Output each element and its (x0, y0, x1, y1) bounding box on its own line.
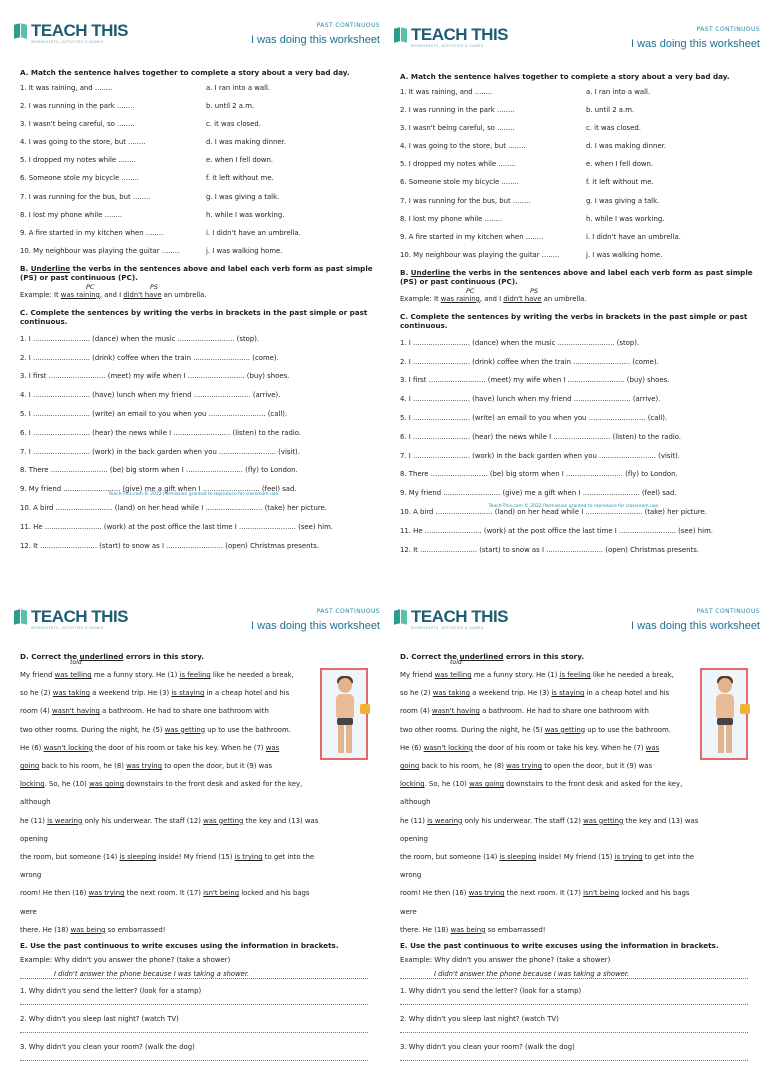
match-right-item: g. I was giving a talk. (586, 196, 660, 205)
match-right-item: j. I was walking home. (586, 250, 663, 259)
match-left-item: 4. I was going to the store, but ........ (400, 142, 526, 151)
story-text-segment: only his underwear. The staff (12) (462, 816, 584, 825)
worksheet-content (400, 72, 758, 564)
section-a-heading: A. Match the sentence halves together to complete a story about a very bad day. (400, 72, 730, 81)
gap-fill-item: 10. A bird .......................... (land) on her head while I .......................... (take) her picture. (20, 504, 327, 513)
story-text-segment: inside! My friend (15) (536, 853, 615, 862)
story-text-segment: a bathroom. He had to share one bathroom with (479, 707, 649, 716)
story-text-segment: to open the door, but it (9) was (542, 762, 653, 771)
section-a-heading: A. Match the sentence halves together to complete a story about a very bad day. (20, 68, 350, 77)
story-text-segment: two other rooms. During the night, he (5) (400, 725, 545, 734)
match-right-item: g. I was giving a talk. (206, 192, 280, 201)
worksheet-page-2 (384, 8, 764, 554)
story-text-segment: the door of his room or take his key. When he (7) (92, 743, 266, 752)
book-icon (14, 22, 28, 38)
underlined-error: locking (400, 780, 425, 789)
example-question: Example: Why didn't you answer the phone? (take a shower) (400, 956, 611, 965)
match-left-item: 5. I dropped my notes while ........ (20, 156, 136, 165)
story-line (20, 721, 325, 739)
story-text-segment: downstairs to the front desk and asked for the key, although (400, 780, 683, 807)
underlined-error: was telling (54, 671, 92, 679)
worksheet-page-4 (384, 590, 764, 1052)
gap-fill-item: 7. I .......................... (work) in the back garden when you .......................... (visit). (20, 447, 300, 456)
match-left-item: 2. I was running in the park ........ (400, 106, 515, 115)
match-left-item: 9. A fire started in my kitchen when ........ (20, 228, 164, 237)
section-d-heading: D. Correct the underlined errors in this story. (20, 652, 204, 661)
underlined-error: was getting (544, 725, 586, 734)
gap-fill-item: 6. I .......................... (hear) the news while I .......................... (listen) to the radio. (20, 428, 302, 437)
match-right-item: h. while I was working. (586, 214, 665, 223)
underlined-error: was being (70, 925, 106, 934)
story-text-segment: so he (2) (400, 689, 433, 698)
worksheet-page-3 (4, 590, 384, 1052)
worksheet-category: PAST CONTINUOUS (316, 22, 380, 29)
section-e-heading: E. Use the past continuous to write excuses using the information in brackets. (20, 941, 339, 951)
logo-subtitle: WORKSHEETS, ACTIVITIES & GAMES (31, 626, 104, 630)
story-text-segment: so embarrassed! (485, 925, 546, 934)
story-line (20, 739, 325, 757)
worksheet-content (20, 68, 378, 560)
story-line (20, 848, 325, 884)
section-c-heading: C. Complete the sentences by writing the verbs in brackets in the past simple or past continuous. (400, 311, 748, 330)
example-question: Example: Why didn't you answer the phone? (take a shower) (20, 956, 231, 965)
match-right-item: j. I was walking home. (206, 246, 283, 255)
story-text-segment: the room, but someone (14) (20, 853, 120, 862)
match-left-item: 8. I lost my phone while ........ (400, 214, 503, 223)
story-text-segment: like he needed a break, (590, 671, 674, 679)
worksheet-category: PAST CONTINUOUS (316, 608, 380, 615)
correction-note: told (70, 659, 82, 666)
underlined-error: is staying (551, 689, 585, 698)
page-header (14, 608, 380, 638)
story-text (20, 659, 325, 939)
gap-fill-item: 1. I .......................... (dance) when the music .......................... (stop). (20, 334, 260, 343)
story-line (400, 775, 705, 811)
ps-label: PS (530, 286, 539, 295)
answer-line[interactable] (20, 1023, 368, 1033)
story-lines (400, 666, 705, 939)
hotel-guest-illustration (700, 668, 748, 760)
section-d-heading: D. Correct the underlined errors in this story. (400, 652, 584, 661)
underlined-error: wasn't having (431, 707, 480, 716)
gap-fill-item: 1. I .......................... (dance) when the music .......................... (stop). (400, 338, 640, 347)
underlined-error: was telling (434, 671, 472, 679)
answer-line[interactable] (400, 1051, 748, 1061)
story-line (20, 702, 325, 720)
underlined-error: wasn't having (51, 707, 100, 716)
story-text-segment: to get into the wrong (20, 853, 315, 880)
section-c-heading: C. Complete the sentences by writing the verbs in brackets in the past simple or past continuous. (20, 307, 368, 326)
gap-fill-item: 12. It .......................... (start) to snow as I .......................... (open) Christmas presents. (20, 541, 319, 550)
match-left-item: 6. Someone stole my bicycle ........ (20, 174, 139, 183)
story-text-segment: My friend (20, 671, 55, 679)
story-line (20, 884, 325, 920)
story-text-segment: back to his room, he (8) (39, 762, 127, 771)
story-text-segment: locked and his bags were (20, 889, 310, 916)
match-left-item: 8. I lost my phone while ........ (20, 210, 123, 219)
worksheet-category: PAST CONTINUOUS (696, 608, 760, 615)
section-b-heading: B. Underline the verbs in the sentences above and label each verb form as past simple (PS) or past continuous (PC). (400, 267, 753, 286)
underlined-error: is feeling (179, 671, 211, 679)
match-right-item: i. I didn't have an umbrella. (586, 232, 681, 241)
match-grid (20, 84, 378, 256)
gap-fill-item: 7. I .......................... (work) in the back garden when you .......................... (visit). (400, 451, 680, 460)
match-right-item: e. when I fell down. (586, 160, 654, 169)
hotel-guest-illustration (320, 668, 368, 760)
story-text-segment: in a cheap hotel and his (584, 689, 670, 698)
pc-label: PC (466, 286, 475, 295)
underlined-error: is trying (614, 853, 643, 862)
gap-fill-item: 9. My friend .......................... (give) me a gift when I .......................... (feel) sad. (20, 485, 297, 494)
story-line (400, 721, 705, 739)
story-text-segment: the room, but someone (14) (400, 853, 500, 862)
book-icon (394, 26, 408, 42)
match-left-item: 10. My neighbour was playing the guitar ........ (400, 250, 560, 259)
story-text-segment: up to use the bathroom. (205, 725, 291, 734)
match-left-item: 3. I wasn't being careful, so ........ (20, 120, 135, 129)
match-right-item: f. it left without me. (586, 178, 654, 187)
underlined-error: is sleeping (119, 853, 157, 862)
match-left-item: 1. It was raining, and ........ (20, 84, 113, 92)
story-text-segment: the next room. It (17) (124, 889, 204, 898)
story-line (400, 848, 705, 884)
story-text-segment: a weekend trip. He (3) (469, 689, 552, 698)
underlined-error: was getting (583, 816, 624, 825)
gap-fill-item: 11. He .......................... (work) at the post office the last time I .......................... (see) him. (20, 522, 333, 531)
match-right-item: e. when I fell down. (206, 156, 274, 165)
underlined-error: was taking (52, 689, 90, 698)
book-icon (394, 608, 408, 624)
answer-line[interactable] (400, 995, 748, 1005)
match-right-item: a. I ran into a wall. (206, 84, 271, 92)
story-text-segment: the door of his room or take his key. When he (7) (472, 743, 646, 752)
story-lines (20, 666, 325, 939)
story-text-segment: to open the door, but it (9) was (162, 762, 273, 771)
page-footer: Teach-This.com © 2022 Permission granted to reproduce for classroom use. (488, 504, 660, 509)
story-text-segment: a bathroom. He had to share one bathroom with (99, 707, 269, 716)
example-answer: I didn't answer the phone because I was taking a shower. (20, 970, 368, 979)
story-text-segment: room (4) (400, 707, 432, 716)
logo-text: TEACH THIS (31, 21, 128, 40)
story-text-segment: me a funny story. He (1) (91, 671, 180, 679)
story-line (20, 921, 325, 939)
story-text-segment: he (11) (20, 816, 48, 825)
book-icon (14, 608, 28, 624)
logo (394, 608, 508, 630)
story-text-segment: . So, he (10) (424, 780, 470, 789)
gap-fill-item: 10. A bird .......................... (land) on her head while I .......................... (take) her picture. (400, 508, 707, 517)
page-header (394, 608, 760, 638)
logo-subtitle: WORKSHEETS, ACTIVITIES & GAMES (411, 626, 484, 630)
story-text-segment: My friend (400, 671, 435, 679)
logo-text: TEACH THIS (411, 25, 508, 44)
story-text-segment: inside! My friend (15) (156, 853, 235, 862)
gap-fill-item: 6. I .......................... (hear) the news while I .......................... (listen) to the radio. (400, 432, 682, 441)
story-text-segment: the next room. It (17) (504, 889, 584, 898)
gap-fill-item: 5. I .......................... (write) an email to you when you .......................... (call). (400, 414, 668, 423)
underlined-error: isn't being (203, 889, 240, 898)
logo-subtitle: WORKSHEETS, ACTIVITIES & GAMES (31, 40, 104, 44)
underlined-error: isn't being (583, 889, 620, 898)
logo-text: TEACH THIS (411, 607, 508, 626)
story-line (20, 775, 325, 811)
match-right-item: b. until 2 a.m. (206, 102, 255, 111)
gap-fill-item: 12. It .......................... (start) to snow as I .......................... (open) Christmas presents. (400, 545, 699, 554)
story-text-segment: so he (2) (20, 689, 53, 698)
story-text-segment: he (11) (400, 816, 428, 825)
story-text-segment: room (4) (20, 707, 52, 716)
match-grid (400, 88, 758, 260)
underlined-error: is sleeping (499, 853, 537, 862)
gap-fill-item: 4. I .......................... (have) lunch when my friend .......................... (arrive). (400, 395, 661, 404)
match-left-item: 7. I was running for the bus, but ........ (20, 192, 151, 201)
underlined-error: is trying (234, 853, 263, 862)
underlined-error: was trying (506, 762, 543, 771)
underlined-error: is feeling (559, 671, 591, 679)
underlined-error: was going (469, 780, 504, 789)
story-text-segment: two other rooms. During the night, he (5) (20, 725, 165, 734)
story-line (20, 684, 325, 702)
question-item: 3. Why didn't you clean your room? (walk the dog) (400, 1043, 575, 1052)
story-text-segment: so embarrassed! (105, 925, 166, 934)
logo (394, 26, 508, 48)
underlined-error: wasn't locking (43, 743, 93, 752)
match-left-item: 7. I was running for the bus, but ........ (400, 196, 531, 205)
match-right-item: c. it was closed. (586, 124, 641, 133)
underlined-error: going (20, 762, 40, 771)
match-right-item: b. until 2 a.m. (586, 106, 635, 115)
gap-fill-item: 2. I .......................... (drink) coffee when the train .......................... (come). (400, 357, 659, 366)
match-right-item: d. I was making dinner. (586, 142, 667, 151)
answer-line[interactable] (400, 1023, 748, 1033)
gap-fill-item: 11. He .......................... (work) at the post office the last time I .......................... (see) him. (400, 526, 713, 535)
gap-fill-item: 8. There .......................... (be) big storm when I .......................... (fly) to London. (20, 466, 298, 475)
story-text-segment: He (6) (20, 743, 44, 752)
logo-text: TEACH THIS (31, 607, 128, 626)
page-header (14, 22, 380, 52)
story-text-segment: in a cheap hotel and his (204, 689, 290, 698)
question-item: 3. Why didn't you clean your room? (walk the dog) (20, 1043, 195, 1052)
story-line (400, 884, 705, 920)
gap-fill-item: 5. I .......................... (write) an email to you when you .......................... (call). (20, 410, 288, 419)
story-line (400, 739, 705, 757)
answer-line[interactable] (20, 1051, 368, 1061)
underlined-error: was getting (203, 816, 244, 825)
match-left-item: 9. A fire started in my kitchen when ........ (400, 232, 544, 241)
story-text-segment: the key and (13) was opening (20, 816, 319, 843)
story-line (20, 757, 325, 775)
story-line (400, 684, 705, 702)
underlined-error: was taking (432, 689, 470, 698)
worksheet-title: I was doing this worksheet (630, 620, 760, 632)
story-text-segment: up to use the bathroom. (585, 725, 671, 734)
story-line (400, 666, 705, 684)
section-b-example: PC PS Example: It was raining, and I didn't have an umbrella. (20, 282, 207, 299)
page-header (394, 26, 760, 56)
match-left-item: 1. It was raining, and ........ (400, 88, 493, 96)
story-text-segment: locked and his bags were (400, 889, 690, 916)
story-line (400, 702, 705, 720)
story-line (20, 666, 325, 684)
match-left-item: 2. I was running in the park ........ (20, 102, 135, 111)
gap-fill-item: 3. I first .......................... (meet) my wife when I .......................... (buy) shoes. (400, 376, 670, 385)
underlined-error: wasn't locking (423, 743, 473, 752)
story-text-segment: a weekend trip. He (3) (89, 689, 172, 698)
story-text-segment: like he needed a break, (210, 671, 294, 679)
gap-fill-list (400, 339, 758, 555)
match-left-item: 6. Someone stole my bicycle ........ (400, 178, 519, 187)
section-b-example: PC PS Example: It was raining, and I didn't have an umbrella. (400, 286, 587, 303)
question-item: 2. Why didn't you sleep last night? (watch TV) (400, 1015, 559, 1024)
story-text-segment: there. He (18) (20, 925, 71, 934)
match-right-item: f. it left without me. (206, 174, 274, 183)
story-text-segment: room! He then (16) (400, 889, 469, 898)
underlined-error: locking (20, 780, 45, 789)
underlined-error: was (265, 743, 280, 752)
logo (14, 608, 128, 630)
story-text-segment: room! He then (16) (20, 889, 89, 898)
example-answer: I didn't answer the phone because I was taking a shower. (400, 970, 748, 979)
story-line (400, 812, 705, 848)
underlined-error: was trying (468, 889, 505, 898)
underlined-error: going (400, 762, 420, 771)
match-right-item: a. I ran into a wall. (586, 88, 651, 96)
story-text-segment: downstairs to the front desk and asked for the key, although (20, 780, 303, 807)
story-text-segment: me a funny story. He (1) (471, 671, 560, 679)
ps-label: PS (150, 282, 159, 291)
underlined-error: is staying (171, 689, 205, 698)
correction-note: told (450, 659, 462, 666)
match-left-item: 10. My neighbour was playing the guitar ........ (20, 246, 180, 255)
underlined-error: is wearing (427, 816, 463, 825)
match-right-item: c. it was closed. (206, 120, 261, 129)
story-line (400, 921, 705, 939)
pc-label: PC (86, 282, 95, 291)
gap-fill-item: 2. I .......................... (drink) coffee when the train .......................... (come). (20, 353, 279, 362)
question-item: 1. Why didn't you send the letter? (look for a stamp) (20, 987, 202, 996)
underlined-error: was trying (126, 762, 163, 771)
match-right-item: i. I didn't have an umbrella. (206, 228, 301, 237)
match-left-item: 4. I was going to the store, but ........ (20, 138, 146, 147)
question-item: 2. Why didn't you sleep last night? (watch TV) (20, 1015, 179, 1024)
underlined-error: was getting (164, 725, 206, 734)
story-text-segment: to get into the wrong (400, 853, 695, 880)
story-text-segment: . So, he (10) (44, 780, 90, 789)
story-text-segment: there. He (18) (400, 925, 451, 934)
story-line (400, 757, 705, 775)
lock-icon (740, 704, 750, 714)
match-right-item: h. while I was working. (206, 210, 285, 219)
worksheet-title: I was doing this worksheet (630, 38, 760, 50)
page-footer: Teach-This.com © 2022 Permission granted to reproduce for classroom use. (108, 492, 280, 497)
match-left-item: 5. I dropped my notes while ........ (400, 160, 516, 169)
story-text-segment: He (6) (400, 743, 424, 752)
story-text-segment: the key and (13) was opening (400, 816, 699, 843)
worksheet-title: I was doing this worksheet (250, 620, 380, 632)
underlined-error: is wearing (47, 816, 83, 825)
worksheet-title: I was doing this worksheet (250, 34, 380, 46)
worksheet-category: PAST CONTINUOUS (696, 26, 760, 33)
story-line (20, 812, 325, 848)
gap-fill-item: 9. My friend .......................... (give) me a gift when I .......................... (feel) sad. (400, 489, 677, 498)
gap-fill-item: 3. I first .......................... (meet) my wife when I .......................... (buy) shoes. (20, 372, 290, 381)
worksheet-page-1 (4, 4, 384, 550)
match-right-item: d. I was making dinner. (206, 138, 287, 147)
lock-icon (360, 704, 370, 714)
underlined-error: was being (450, 925, 486, 934)
gap-fill-list (20, 335, 378, 551)
story-text (400, 659, 705, 939)
logo-subtitle: WORKSHEETS, ACTIVITIES & GAMES (411, 44, 484, 48)
story-text-segment: only his underwear. The staff (12) (82, 816, 204, 825)
logo (14, 22, 128, 44)
underlined-error: was trying (88, 889, 125, 898)
section-e-heading: E. Use the past continuous to write excuses using the information in brackets. (400, 941, 719, 951)
answer-line[interactable] (20, 995, 368, 1005)
gap-fill-item: 8. There .......................... (be) big storm when I .......................... (fly) to London. (400, 470, 678, 479)
question-item: 1. Why didn't you send the letter? (look for a stamp) (400, 987, 582, 996)
underlined-error: was (645, 743, 660, 752)
section-b-heading: B. Underline the verbs in the sentences above and label each verb form as past simple (PS) or past continuous (PC). (20, 263, 373, 282)
story-text-segment: back to his room, he (8) (419, 762, 507, 771)
underlined-error: was going (89, 780, 124, 789)
gap-fill-item: 4. I .......................... (have) lunch when my friend .......................... (arrive). (20, 391, 281, 400)
match-left-item: 3. I wasn't being careful, so ........ (400, 124, 515, 133)
